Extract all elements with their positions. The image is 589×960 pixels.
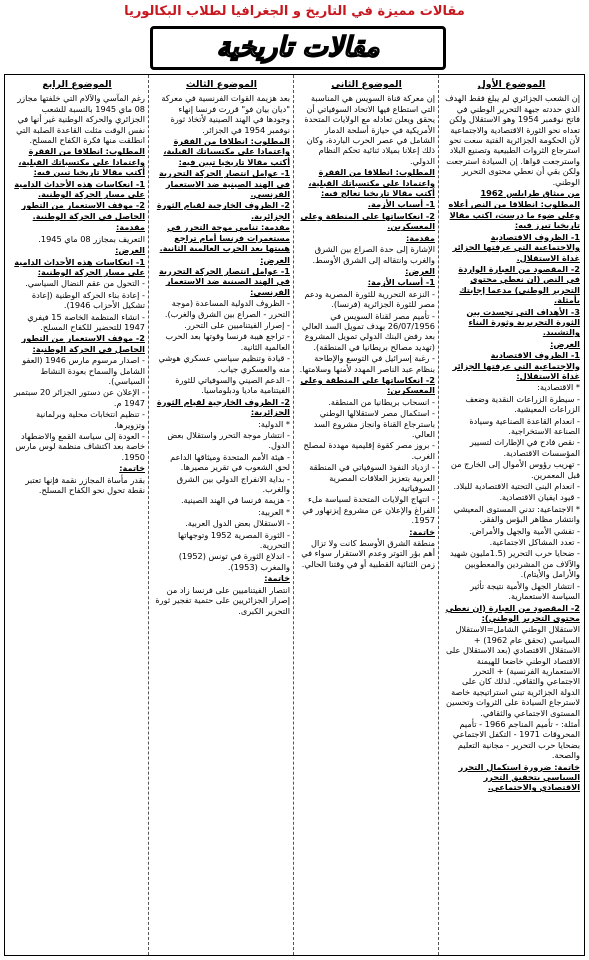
paragraph-line: 1- عوامل انتصار الحركة التحررية في الهند الصينية ضد الاستعمار الفرنسي:	[158, 265, 290, 297]
paragraph-line: - بداية الانفراج الدولي بين الشرق والغرب.	[176, 473, 290, 495]
page-header-title: مقالات مميزة في التاريخ و الجغرافيا لطلاب البكالوريا	[124, 4, 465, 19]
paragraph-line: - ضحايا حرب التحرير (1.5مليون شهيد والآلاف من المشردين والمعطوبين والأرامل والأيتام).	[449, 548, 580, 580]
paragraph-line: 2- انعكاساتها على المنطقة وعلى المعسكرين.	[300, 210, 435, 232]
paragraph-line: منطقة الشرق الأوسط كانت ولا تزال أهم بؤر التوتر وعدم الاستقرار سواء في زمن الثنائية القطبية أو في وقتنا الحالي.	[301, 538, 435, 569]
paragraph-line: - العودة إلى سياسة القمع والاضطهاد خاصة بعد اكتشاف منظمة لوس مارس 1950.	[15, 431, 145, 462]
paragraph-line: خاتمة:	[119, 463, 145, 474]
column-title: الموضوع الأول	[477, 79, 546, 90]
paragraph-line: - إعادة بناء الحركة الوطنية (إعادة تشكيل الأحزاب 1946).	[31, 289, 145, 311]
paragraph-line: خاتمة:	[264, 573, 290, 584]
column-topic-4	[5, 75, 149, 955]
paragraph-line: إن معركة قناة السويس هي المناسبة التي استطاع فيها الاتحاد السوفياتي أن يحقق ويعلن تعادله مع الولايات المتحدة الأمريكية في حيازة أسلحة الدمار الشامل في عصر الحرب الباردة، وكان ذلك إعلانا بميلاد ثنائية تحكم النظام الدولي.	[304, 93, 435, 166]
paragraph-line: 1- أسباب الأزمة:	[367, 277, 435, 288]
column-topic-3	[149, 75, 294, 955]
paragraph-line: - انعدام القاعدة الصناعية وسيادة الصناعة الاستخراجية.	[469, 415, 580, 436]
paragraph-line: * الاقتصادية:	[537, 382, 580, 393]
paragraph-line: - تفشي الأمية والجهل والأمراض.	[469, 525, 580, 536]
paragraph-line: الاستقلال الوطني الشامل=الاستقلال السياسي (تحقق عام 1962) + الاستقلال الاقتصادي (بعد الاستقلال على الاقتصاد الوطني خاضعا للهيمنة الاستعمارية الفرنسية) + التحرر الاجتماعي والثقافي. لذلك كان على الدولة الجزائرية تبني استراتيجية خاصة لاسترجاع السيادة على الثروات وتحسين المستوى الاجتماعي والثقافي.	[445, 624, 580, 718]
paragraph-line: - الدعم الصيني والسوفياتي للثورة الفيتنامية ماديا ودبلوماسيا.	[175, 374, 290, 396]
paragraph-line: - هزيمة فرنسا في الهند الصينية.	[180, 495, 290, 506]
paragraph-line: - انتهاج الولايات المتحدة لسياسة ملء الفراغ والإعلان عن مشروع إيزنهاور في 1957.	[302, 494, 435, 526]
paragraph-line: 2- الظروف الخارجية لقيام الثورة الجزائرية.	[156, 200, 290, 221]
paragraph-line: - الثورة المصرية 1952 وتوجهاتها التحررية.	[177, 529, 290, 551]
paragraph-line: - انشاء المنظمة الخاصة 15 فيفري 1947 للتحضير للكفاح المسلح.	[27, 311, 145, 332]
paragraph-line: مقدمة:	[115, 222, 145, 233]
paragraph-line: 1- الظروف الاقتصادية والاجتماعية التي عرفتها الجزائر غداة الاستقلال:	[452, 350, 580, 381]
paragraph-line: إن الشعب الجزائري لم يبلغ فقط الهدف الذي حددته جبهة التحرير الوطني في فاتح نوفمبر 1954 وهو الاستقلال ولكن تعداه نحو الثورة الاقتصادية والاجتماعية لأن الحكومة الجزائرية الفتية سعت نحو استرجاع الثروات الطبيعية وتصنيع البلاد واسترجعت قواها. إن السيادة استرجعت ولكن بقي أن نعطي محتوى التحرير الوطني.	[445, 93, 580, 187]
paragraph-line: المطلوب: انطلاقا من الفقرة واعتمادا على مكتسباتك القبلية، أكتب مقالا تاريخيا تبين فيه:	[18, 146, 145, 178]
paragraph-line: * الدولية:	[258, 418, 290, 429]
paragraph-line: - انسحاب بريطانيا من المنطقة.	[328, 396, 435, 407]
paragraph-line: - استكمال مصر لاستقلالها الوطني باسترجاع القناة وانجاز مشروع السد العالي.	[313, 408, 435, 439]
paragraph-line: - تعدد المشاكل الاجتماعية.	[489, 537, 580, 548]
paragraph-line: 2- المقصود من العبارة (ان نعطي محتوى التحرير الوطني):	[445, 602, 580, 623]
column-topic-2	[294, 75, 439, 955]
paragraph-line: 2- موقف الاستعمار من التطور الحاصل في الحركة الوطنية.	[21, 200, 145, 221]
paragraph-line: 2- انعكاساتها على المنطقة وعلى المعسكرين:	[300, 374, 435, 396]
paragraph-line: 3- الأهداف التي تجسدت بين الثورة التحريرية وثورة البناء والتشييد.	[466, 306, 580, 338]
paragraph-line: - الاستقلال بعض الدول العربية.	[185, 518, 290, 529]
column-title: الموضوع الثالث	[185, 79, 258, 90]
paragraph-line: الإشارة إلى حدة الصراع بين الشرق والغرب وانتقاله إلى الشرق الأوسط.	[312, 244, 435, 265]
paragraph-line: 2- الظروف الخارجية لقيام الثورة الجزائرية:	[156, 396, 290, 418]
paragraph-line: - قيادة وتنظيم سياسي عسكري هوشي منه والعسكري جياب.	[158, 353, 290, 374]
paragraph-line: - سيطرة الزراعات النقدية وضعف الزراعات المعيشية.	[465, 393, 580, 415]
paragraph-line: خاتمة:	[409, 526, 435, 537]
paragraph-line: * الاجتماعية: تدني المستوى المعيشي وانتشار مظاهر البؤس والفقر.	[453, 503, 580, 525]
paragraph-line: - الإعلان عن دستور الجزائر 20 سبتمبر 1947 م.	[13, 387, 145, 408]
paragraph-line: المطلوب: انطلاقا من النص أعلاه وعلى ضوء ما درست، اكتب مقالا تاريخيا تبرز فيه:	[448, 199, 580, 231]
paragraph-line: - الظروف الدولية المساعدة (موجة التحرر - الصراع بين الشرق والغرب).	[164, 298, 290, 319]
paragraph-line: - قيود ايفيان الاقتصادية.	[499, 492, 580, 503]
paragraph-line: 1- الظروف الاقتصادية والاجتماعية التي عرفتها الجزائر غداة الاستقلال.	[452, 231, 580, 263]
column-body	[298, 93, 435, 569]
paragraph-line: انتصار الفيتناميين على فرنسا زاد من إصرار الجزائريين على حتمية تفجير ثورة التحرير الكبرى.	[155, 584, 290, 616]
paragraph-line: - نقص فادح في الإطارات لتسيير المؤسسات الاقتصادية.	[469, 437, 580, 458]
paragraph-line: من ميثاق طرابلس 1962	[480, 188, 580, 199]
paragraph-line: أمثلة: - تأميم المناجم 1966 - تأميم المحروقات 1971 - التكفل الاجتماعي بضحايا حرب التحرير - مجانية التعليم والصحة.	[452, 718, 580, 761]
paragraph-line: * العربية:	[258, 506, 290, 517]
paragraph-line: - انتشار الجهل والأمية نتيجة تأثير السياسة الاستعمارية.	[470, 580, 580, 602]
paragraph-line: - التحول من عقم النضال السياسي.	[25, 278, 145, 289]
column-body	[9, 93, 145, 495]
paragraph-line: العرض:	[550, 338, 580, 349]
paragraph-line: خاتمة: ضرورة استكمال التحرر السياسي بتحقيق التحرر الاقتصادي والاجتماعي.	[458, 761, 580, 793]
paragraph-line: - إصرار الفيتناميين على التحرر.	[184, 319, 290, 330]
paragraph-line: بقدر مأساة المجازر نقمة فإنها تعتبر نقطة تحول نحو الكفاح المسلح.	[25, 474, 145, 496]
paragraph-line: - تراجع هيبة فرنسا وقوتها بعد الحرب العالمية الثانية.	[165, 331, 290, 352]
paragraph-line: العرض:	[405, 265, 435, 276]
paragraph-line: 2- المقصود من العبارة الواردة في النص (ان نعطي محتوى التحرير الوطني) مدعما إجابتك بأمثلة.	[458, 263, 580, 306]
paragraph-line: 1- أسباب الأزمة.	[367, 199, 435, 210]
paragraph-line: - اندلاع الثورة في تونس (1952) والمغرب (1953).	[178, 551, 290, 572]
paragraph-line: العرض:	[115, 245, 145, 256]
paragraph-line: المطلوب: انطلاقا من الفقرة واعتمادا على مكتسباتك القبلية، أكتب مقالا تاريخيا تعالج فيه:	[308, 167, 435, 199]
paragraph-line: 1- انعكاسات هذه الأحداث الدامية على مسار الحركة الوطنية:	[14, 256, 145, 277]
paragraph-line: بعد هزيمة القوات الفرنسية في معركة "ديان بيان فو" قررت فرنسا إنهاء وجودها في الهند الصينية لأتخاذ ثورة نوفمبر 1954 في الجزائر.	[161, 93, 290, 135]
paragraph-line: - هيئة الأمم المتحدة وميثاقها الداعم لحق الشعوب في تقرير مصيرها.	[170, 451, 290, 473]
paragraph-line: - تهريب رؤوس الأموال إلى الخارج من قبل المعمرين.	[450, 459, 580, 480]
paragraph-line: مقدمة: تنامي موجة التحرر في مستعمرات فرنسا أمام تراجع هيبتها بعد الحرب العالمية الثانية.	[159, 222, 290, 254]
column-topic-1	[439, 75, 584, 955]
paragraph-line: المطلوب: انطلاقا من الفقرة واعتمادا على مكتسباتك القبلية، أكتب مقالا تاريخيا تبين فيه:	[163, 136, 290, 167]
banner-title: مقالات تاريخية	[150, 26, 446, 70]
columns-frame	[4, 74, 585, 956]
paragraph-line: - ازدياد النفوذ السوفياتي في المنطقة العربية بتعزيز العلاقات المصرية السوفياتية.	[309, 462, 435, 494]
paragraph-line: - انتشار موجة التحرر واستقلال بعض الدول.	[167, 430, 290, 451]
paragraph-line: - تأميم مصر لقناة السويس في 26/07/1956 بهدف تمويل السد العالي بعد رفض البنك الدولي تمويل المشروع (تهديد مصالح بريطانيا في المنطقة).	[301, 310, 435, 352]
paragraph-line: 2- موقف الاستعمار من التطور الحاصل في الحركة الوطنية:	[21, 333, 145, 354]
paragraph-line: التعريف بمجازر 08 ماي 1945.	[38, 233, 145, 244]
paragraph-line: رغم المآسي والآلام التي خلفتها مجازر 08 ماي 1945 بالنسبة للشعب الجزائري والحركة الوطنية غير أنها في نفس الوقت مثلت القاعدة الصلبة التي انطلقت منها فكرة الكفاح المسلح.	[16, 93, 145, 146]
column-body	[153, 93, 290, 616]
column-title: الموضوع الثاني	[331, 79, 402, 90]
paragraph-line: - النزعة التحررية للثورة المصرية ودعم مصر للثورة الجزائرية (فرنسا).	[304, 288, 435, 310]
paragraph-line: - بروز مصر كقوة إقليمية مهددة لمصلح الغرب.	[303, 440, 435, 461]
paragraph-line: - اصدار مرسوم مارس 1946 (العفو الشامل والسماح بعودة النشاط السياسي).	[22, 355, 145, 386]
paragraph-line: 1- انعكاسات هذه الأحداث الدامية على مسار الحركة الوطنية.	[14, 178, 145, 200]
paragraph-line: 1- عوامل انتصار الحركة التحررية في الهند الصينية ضد الاستعمار الفرنسي.	[158, 168, 290, 200]
paragraph-line: - تنظيم انتخابات محلية وبرلمانية وتزويرها.	[36, 409, 145, 430]
paragraph-line: مقدمة:	[405, 232, 435, 243]
column-title: الموضوع الرابع	[42, 79, 112, 90]
paragraph-line: - انعدام البنى التحتية الاقتصادية للبلاد.	[453, 481, 580, 492]
column-body	[443, 93, 580, 792]
paragraph-line: العرض:	[260, 254, 290, 265]
paragraph-line: - رغبة إسرائيل في التوسع والإطاحة بنظام عبد الناصر المهدد لأمنها وسلامتها.	[299, 353, 435, 374]
